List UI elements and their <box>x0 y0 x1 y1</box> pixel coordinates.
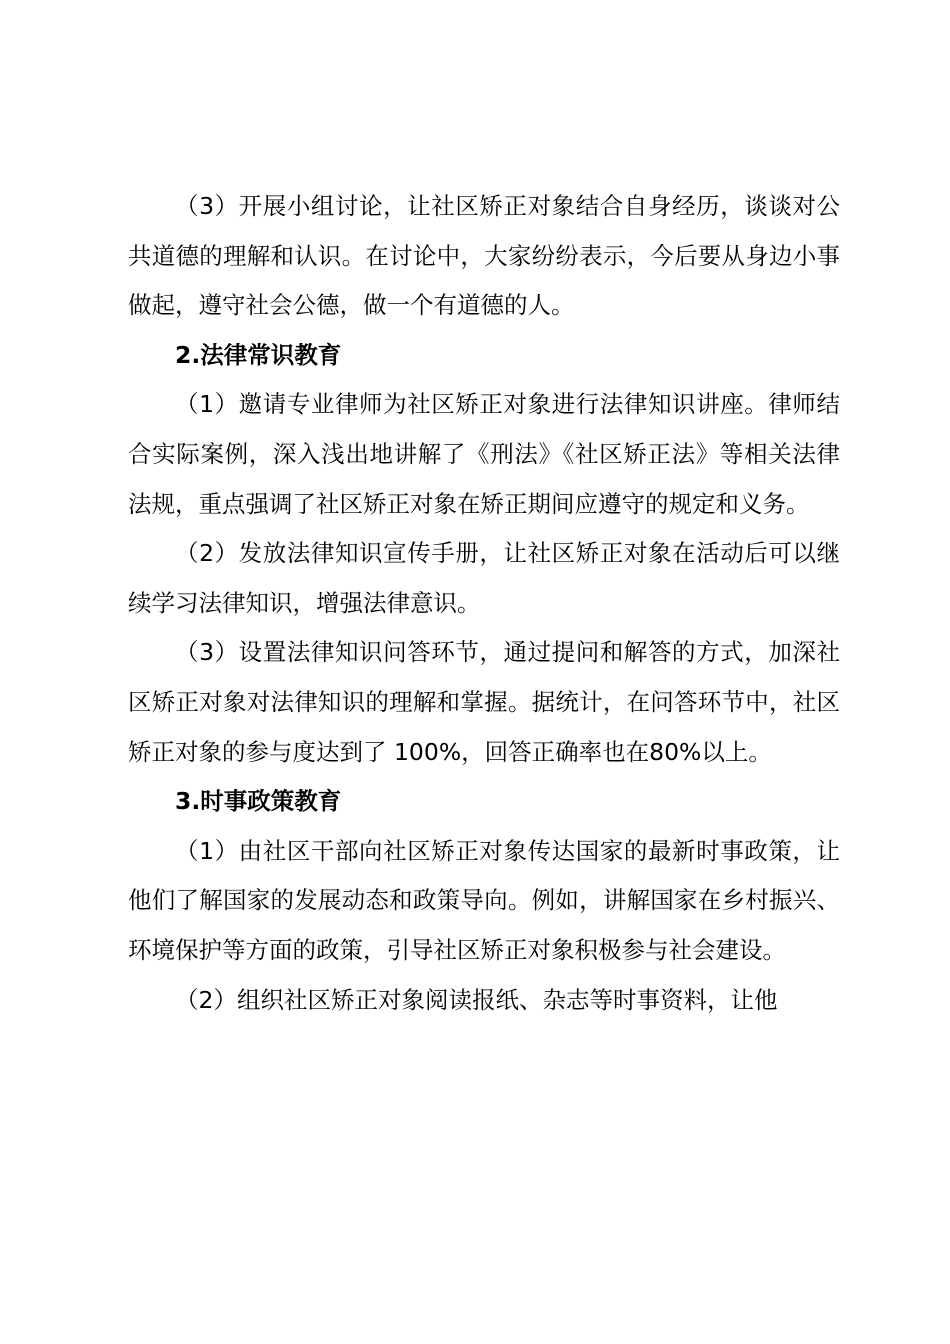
section-heading-legal-education: 2.法律常识教育 <box>175 340 342 369</box>
paragraph-legal-handbook: （2）发放法律知识宣传手册，让社区矫正对象在活动后可以继续学习法律知识，增强法律意识。 <box>128 539 840 617</box>
document-body <box>128 182 840 1025</box>
paragraph-public-morality-discussion: （3）开展小组讨论，让社区矫正对象结合自身经历，谈谈对公共道德的理解和认识。在讨论中，大家纷纷表示，今后要从身边小事做起，遵守社会公德，做一个有道德的人。 <box>128 192 840 320</box>
paragraph-reading-materials: （2）组织社区矫正对象阅读报纸、杂志等时事资料，让他 <box>175 985 778 1014</box>
paragraph-legal-quiz: （3）设置法律知识问答环节，通过提问和解答的方式，加深社区矫正对象对法律知识的理解和掌握。据统计，在问答环节中，社区矫正对象的参与度达到了 100%，回答正确率也在80%以上。 <box>128 638 840 766</box>
section-heading-policy-education: 3.时事政策教育 <box>175 787 342 816</box>
paragraph-policy-briefing: （1）由社区干部向社区矫正对象传达国家的最新时事政策，让他们了解国家的发展动态和政策导向。例如，讲解国家在乡村振兴、环境保护等方面的政策，引导社区矫正对象积极参与社会建设。 <box>128 836 840 964</box>
paragraph-lawyer-lecture: （1）邀请专业律师为社区矫正对象进行法律知识讲座。律师结合实际案例，深入浅出地讲解了《刑法》《社区矫正法》等相关法律法规，重点强调了社区矫正对象在矫正期间应遵守的规定和义务。 <box>128 390 840 518</box>
